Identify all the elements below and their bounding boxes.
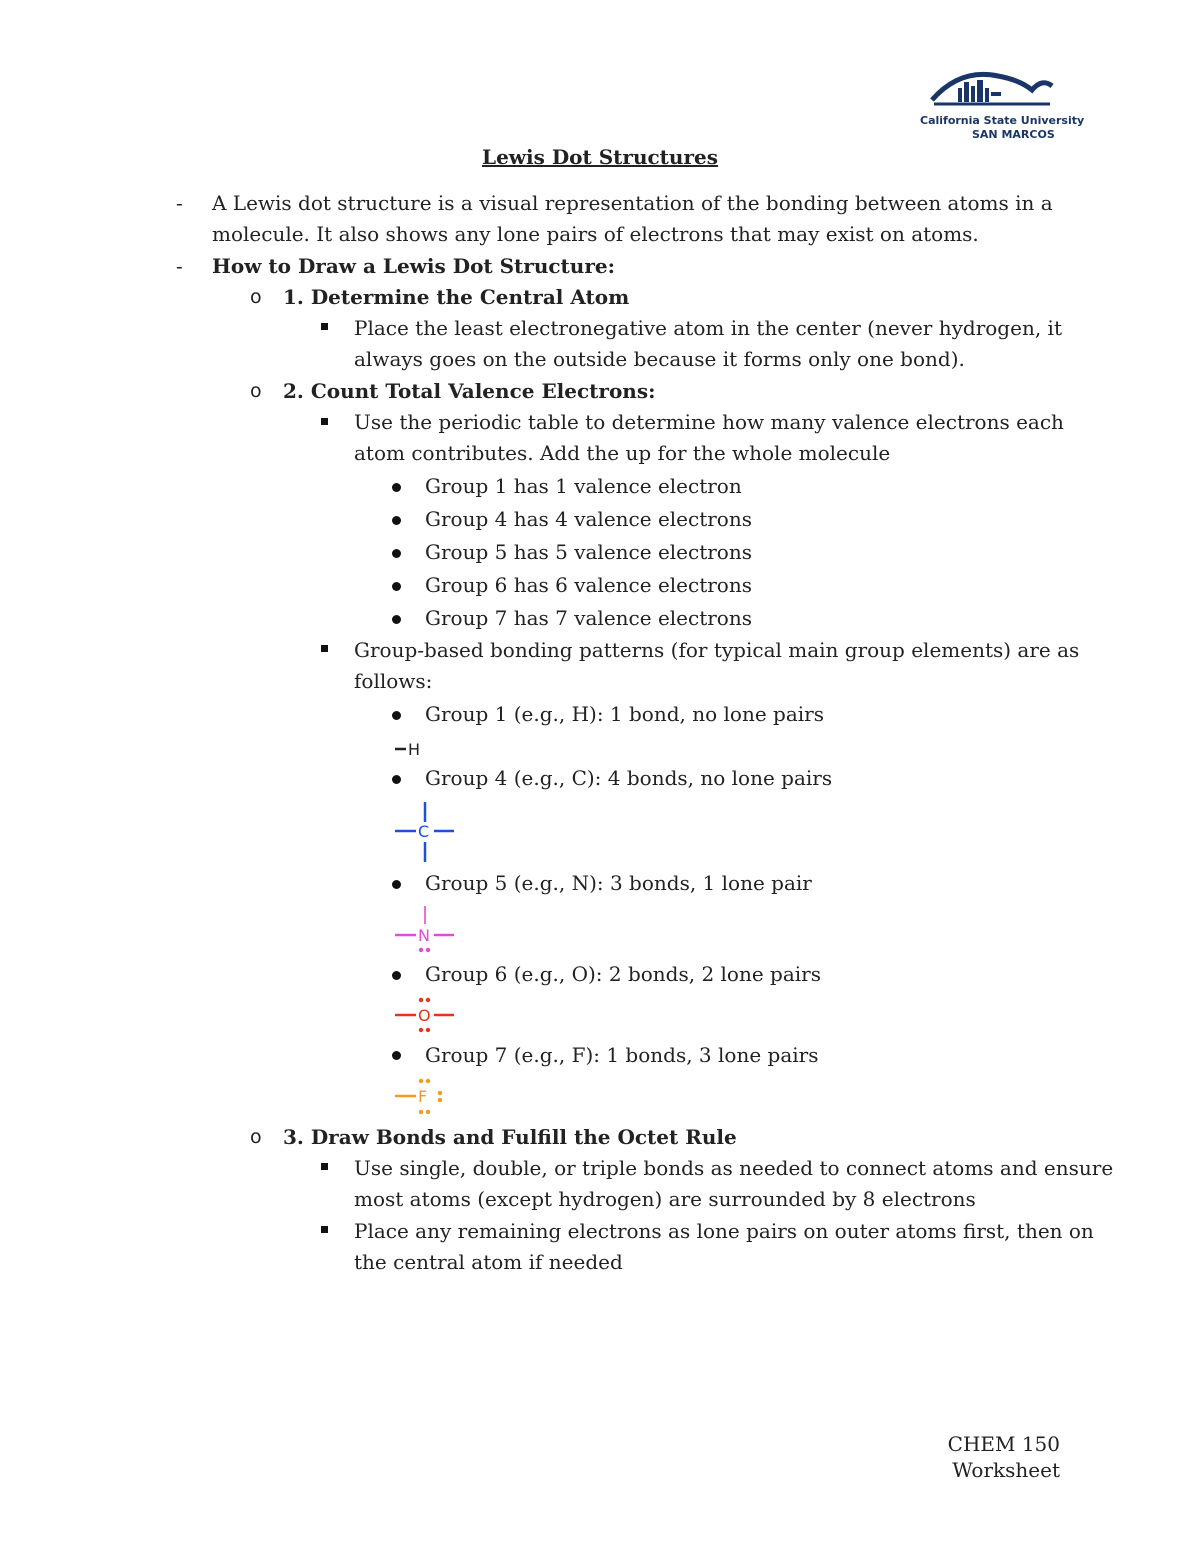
circle-bullet: o xyxy=(250,1126,262,1148)
svg-text:O: O xyxy=(418,1006,431,1025)
step3-text2: most atoms (except hydrogen) are surrounded by 8 electrons xyxy=(354,1187,976,1211)
dot-bullet xyxy=(392,615,401,624)
step3-heading: 3. Draw Bonds and Fulfill the Octet Rule xyxy=(283,1125,737,1149)
svg-text:F: F xyxy=(418,1087,428,1106)
svg-text:C: C xyxy=(418,822,430,841)
step2-heading: 2. Count Total Valence Electrons: xyxy=(283,379,656,403)
circle-bullet: o xyxy=(250,286,262,308)
nitrogen-structure xyxy=(392,904,458,956)
bonding-pattern: Group 5 (e.g., N): 3 bonds, 1 lone pair xyxy=(425,871,812,895)
step3-text1: Use single, double, or triple bonds as needed to connect atoms and ensure xyxy=(354,1156,1114,1180)
logo-line1: California State University xyxy=(920,114,1085,127)
page-title: Lewis Dot Structures xyxy=(482,145,718,169)
bonding-pattern: Group 4 (e.g., C): 4 bonds, no lone pairs xyxy=(425,766,833,790)
step3-text4: the central atom if needed xyxy=(354,1250,623,1274)
dash-bullet: - xyxy=(176,191,183,215)
dot-bullet xyxy=(392,775,401,784)
square-bullet xyxy=(321,1163,328,1170)
square-bullet xyxy=(321,1226,328,1233)
pattern-text2: follows: xyxy=(354,669,433,693)
fluorine-structure xyxy=(392,1074,452,1118)
step2-text1: Use the periodic table to determine how many valence electrons each xyxy=(354,410,1064,434)
intro-line2: molecule. It also shows any lone pairs of electrons that may exist on atoms. xyxy=(212,222,979,246)
dot-bullet xyxy=(392,582,401,591)
bonding-pattern: Group 7 (e.g., F): 1 bonds, 3 lone pairs xyxy=(425,1043,819,1067)
group-valence: Group 6 has 6 valence electrons xyxy=(425,573,752,597)
dot-bullet xyxy=(392,971,401,980)
group-valence: Group 7 has 7 valence electrons xyxy=(425,606,752,630)
howto-heading: How to Draw a Lewis Dot Structure: xyxy=(212,254,615,278)
footer-course: CHEM 150 xyxy=(947,1432,1060,1456)
bonding-pattern: Group 6 (e.g., O): 2 bonds, 2 lone pairs xyxy=(425,962,821,986)
dot-bullet xyxy=(392,711,401,720)
dot-bullet xyxy=(392,549,401,558)
circle-bullet: o xyxy=(250,380,262,402)
university-logo xyxy=(920,68,1085,148)
square-bullet xyxy=(321,645,328,652)
pattern-text1: Group-based bonding patterns (for typical main group elements) are as xyxy=(354,638,1080,662)
hydrogen-structure xyxy=(392,736,442,762)
dash-bullet: - xyxy=(176,254,183,278)
group-valence: Group 5 has 5 valence electrons xyxy=(425,540,752,564)
intro-line1: A Lewis dot structure is a visual representation of the bonding between atoms in a xyxy=(212,191,1053,215)
logo-line2: SAN MARCOS xyxy=(972,128,1055,141)
step3-text3: Place any remaining electrons as lone pairs on outer atoms first, then on xyxy=(354,1219,1094,1243)
group-valence: Group 4 has 4 valence electrons xyxy=(425,507,752,531)
step1-text2: always goes on the outside because it forms only one bond). xyxy=(354,347,965,371)
step1-text1: Place the least electronegative atom in the center (never hydrogen, it xyxy=(354,316,1062,340)
step1-heading: 1. Determine the Central Atom xyxy=(283,285,630,309)
dot-bullet xyxy=(392,880,401,889)
logo-graphic xyxy=(920,68,1070,118)
square-bullet xyxy=(321,418,328,425)
bonding-pattern: Group 1 (e.g., H): 1 bond, no lone pairs xyxy=(425,702,824,726)
step2-text2: atom contributes. Add the up for the whole molecule xyxy=(354,441,891,465)
svg-text:H: H xyxy=(408,740,421,759)
dot-bullet xyxy=(392,516,401,525)
oxygen-structure xyxy=(392,994,458,1036)
dot-bullet xyxy=(392,483,401,492)
group-valence: Group 1 has 1 valence electron xyxy=(425,474,742,498)
footer-worksheet: Worksheet xyxy=(952,1458,1060,1482)
carbon-structure xyxy=(392,800,458,864)
svg-text:N: N xyxy=(418,926,430,945)
dot-bullet xyxy=(392,1051,401,1060)
square-bullet xyxy=(321,323,328,330)
